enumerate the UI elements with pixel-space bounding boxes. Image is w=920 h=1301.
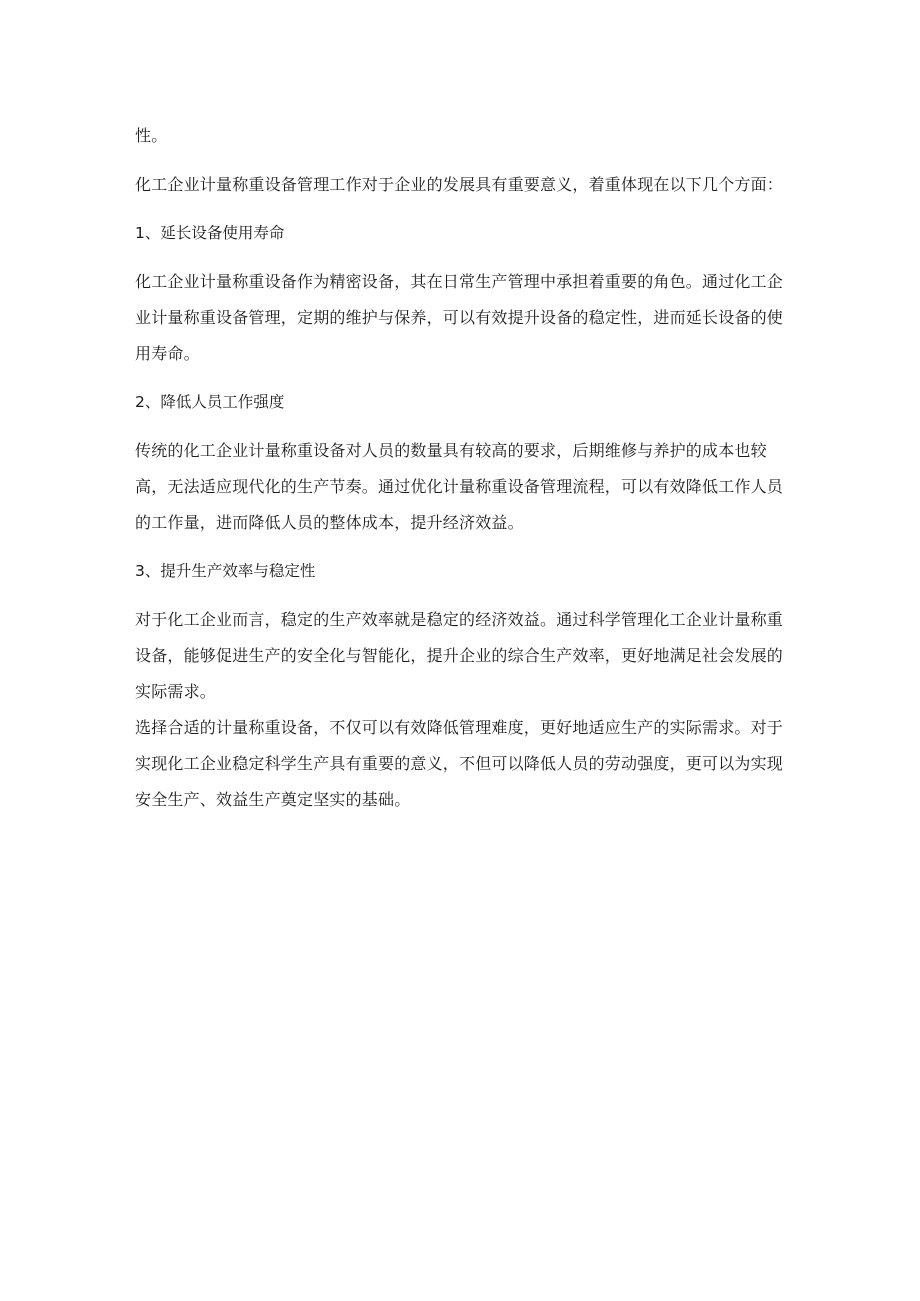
intro-paragraph: 化工企业计量称重设备管理工作对于企业的发展具有重要意义，着重体现在以下几个方面：: [135, 175, 784, 194]
section-heading-1: 1、延长设备使用寿命: [135, 224, 285, 242]
closing-paragraph: 选择合适的计量称重设备，不仅可以有效降低管理难度，更好地适应生产的实际需求。对于实现化工企业稳定科学生产具有重要的意义，不但可以降低人员的劳动强度，更可以为实现安全生产、效益生产奠定坚实的基础。: [135, 718, 784, 809]
text-fragment: 性。: [135, 126, 168, 145]
section-heading-3: 3、提升生产效率与稳定性: [135, 562, 316, 580]
section-body-2: 传统的化工企业计量称重设备对人员的数量具有较高的要求，后期维修与养护的成本也较高，无法适应现代化的生产节奏。通过优化计量称重设备管理流程，可以有效降低工作人员的工作量，进而降低人员的整体成本，提升经济效益。: [135, 441, 784, 532]
document-page: [135, 118, 795, 818]
section-heading-2: 2、降低人员工作强度: [135, 393, 285, 411]
section-body-1: 化工企业计量称重设备作为精密设备，其在日常生产管理中承担着重要的角色。通过化工企业计量称重设备管理，定期的维护与保养，可以有效提升设备的稳定性，进而延长设备的使用寿命。: [135, 272, 784, 363]
section-body-3: 对于化工企业而言，稳定的生产效率就是稳定的经济效益。通过科学管理化工企业计量称重设备，能够促进生产的安全化与智能化，提升企业的综合生产效率，更好地满足社会发展的实际需求。: [135, 610, 784, 701]
